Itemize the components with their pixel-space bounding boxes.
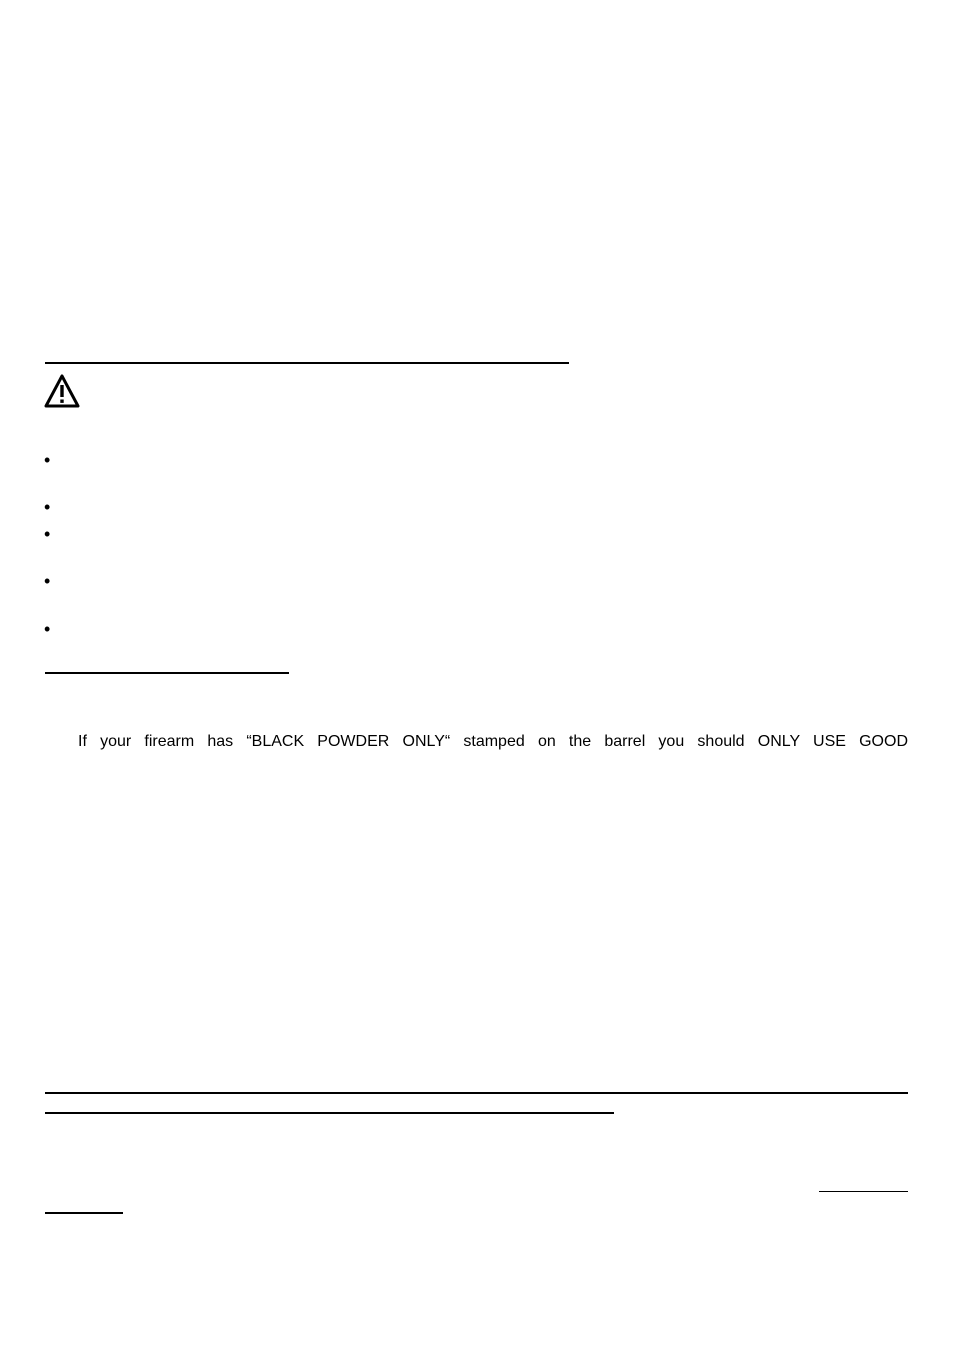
section-rule-1 <box>45 362 569 364</box>
list-bullet-5: • <box>44 619 51 639</box>
black-powder-paragraph: If your firearm has “BLACK POWDER ONLY“ stamped on the barrel you should ONLY USE GOOD <box>78 733 908 750</box>
section-rule-2 <box>45 672 289 674</box>
list-bullet-2: • <box>44 497 51 517</box>
text-underline-left <box>45 1212 123 1214</box>
warning-triangle-icon <box>44 374 80 408</box>
list-bullet-1: • <box>44 450 51 470</box>
list-bullet-3: • <box>44 524 51 544</box>
heading-underline-1 <box>45 1092 908 1094</box>
text-underline-right <box>819 1191 908 1192</box>
list-bullet-4: • <box>44 571 51 591</box>
heading-underline-2 <box>45 1112 614 1114</box>
